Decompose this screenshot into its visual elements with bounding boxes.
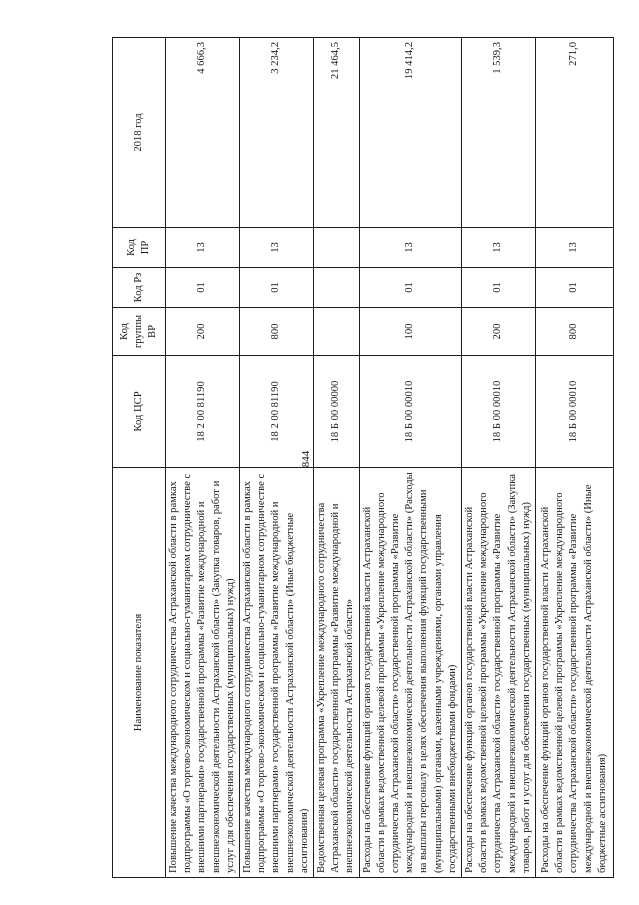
row-vr-cell: 800 <box>536 308 614 356</box>
header-year: 2018 год <box>113 38 166 228</box>
row-name-cell: Расходы на обеспечение функций органов государственной власти Астраханской области в рамках ведомственной целевой программы «Укрепление международного сотрудничества Астраханской области» государственной программы «Развитие международной и внешнеэкономической деятельности Астраханской области» (Закупка товаров, работ и услуг для обеспечения государственных (муниципальных) нужд) <box>462 468 536 878</box>
row-amount-cell: 19 414,2 <box>359 38 461 228</box>
budget-table <box>112 37 614 878</box>
page-number: 844 <box>300 450 312 468</box>
table-row <box>462 38 536 878</box>
row-rz-cell: 01 <box>240 268 314 308</box>
row-csr-cell: 18 Б 00 00010 <box>462 356 536 468</box>
row-pr-cell: 13 <box>359 228 461 268</box>
table-row <box>536 38 614 878</box>
header-name: Наименование показателя <box>113 468 166 878</box>
row-rz-cell: 01 <box>536 268 614 308</box>
row-pr-cell: 13 <box>536 228 614 268</box>
row-amount-cell: 1 539,3 <box>462 38 536 228</box>
row-rz-cell: 01 <box>359 268 461 308</box>
table-row <box>166 38 240 878</box>
row-amount-cell: 271,0 <box>536 38 614 228</box>
row-name-cell: Расходы на обеспечение функций органов государственной власти Астраханской области в рамках ведомственной целевой программы «Укрепление международного сотрудничества Астраханской области» государственной программы «Развитие международной и внешнеэкономической деятельности Астраханской области» (Расходы на выплаты персоналу в целях обеспечения выполнения функций государственными (муниципальными) органами, казенными учреждениями, органами управления государственными внебюджетными фондами) <box>359 468 461 878</box>
row-pr-cell: 13 <box>166 228 240 268</box>
header-csr: Код ЦСР <box>113 356 166 468</box>
row-csr-cell: 18 Б 00 00000 <box>314 356 360 468</box>
row-pr-cell <box>314 228 360 268</box>
row-rz-cell <box>314 268 360 308</box>
row-amount-cell: 3 234,2 <box>240 38 314 228</box>
row-csr-cell: 18 Б 00 00010 <box>536 356 614 468</box>
row-pr-cell: 13 <box>462 228 536 268</box>
row-amount-cell: 4 666,3 <box>166 38 240 228</box>
header-vr: Код группы ВР <box>113 308 166 356</box>
table-row <box>314 38 360 878</box>
table-row <box>240 38 314 878</box>
row-name-cell: Расходы на обеспечение функций органов государственной власти Астраханской области в рамках ведомственной целевой программы «Укрепление международного сотрудничества Астраханской области» государственной программы «Развитие международной и внешнеэкономической деятельности Астраханской области» (Иные бюджетные ассигнования) <box>536 468 614 878</box>
row-vr-cell: 200 <box>166 308 240 356</box>
table-row <box>359 38 461 878</box>
table-header-row <box>113 38 166 878</box>
row-pr-cell: 13 <box>240 228 314 268</box>
header-pr: Код ПР <box>113 228 166 268</box>
row-amount-cell: 21 464,5 <box>314 38 360 228</box>
row-name-cell: Повышение качества международного сотрудничества Астраханской области в рамках подпрограммы «О торгово-экономическом и социально-гуманитарном сотрудничестве с внешними партнерами» государственной программы «Развитие международной и внешнеэкономической деятельности Астраханской области» (Закупка товаров, работ и услуг для обеспечения государственных (муниципальных) нужд) <box>166 468 240 878</box>
row-csr-cell: 18 2 00 81190 <box>166 356 240 468</box>
row-csr-cell: 18 Б 00 00010 <box>359 356 461 468</box>
row-vr-cell <box>314 308 360 356</box>
row-name-cell: Повышение качества международного сотрудничества Астраханской области в рамках подпрограммы «О торгово-экономическом и социально-гуманитарном сотрудничестве с внешними партнерами» государственной программы «Развитие международной и внешнеэкономической деятельности Астраханской области» (Иные бюджетные ассигнования) <box>240 468 314 878</box>
budget-table-container <box>112 38 608 878</box>
row-rz-cell: 01 <box>462 268 536 308</box>
row-vr-cell: 100 <box>359 308 461 356</box>
row-rz-cell: 01 <box>166 268 240 308</box>
row-vr-cell: 800 <box>240 308 314 356</box>
header-rz: Код Рз <box>113 268 166 308</box>
row-name-cell: Ведомственная целевая программа «Укрепление международного сотрудничества Астраханской области» государственной программы «Развитие международной и внешнеэкономической деятельности Астраханской области» <box>314 468 360 878</box>
row-vr-cell: 200 <box>462 308 536 356</box>
row-csr-cell: 18 2 00 81190 <box>240 356 314 468</box>
